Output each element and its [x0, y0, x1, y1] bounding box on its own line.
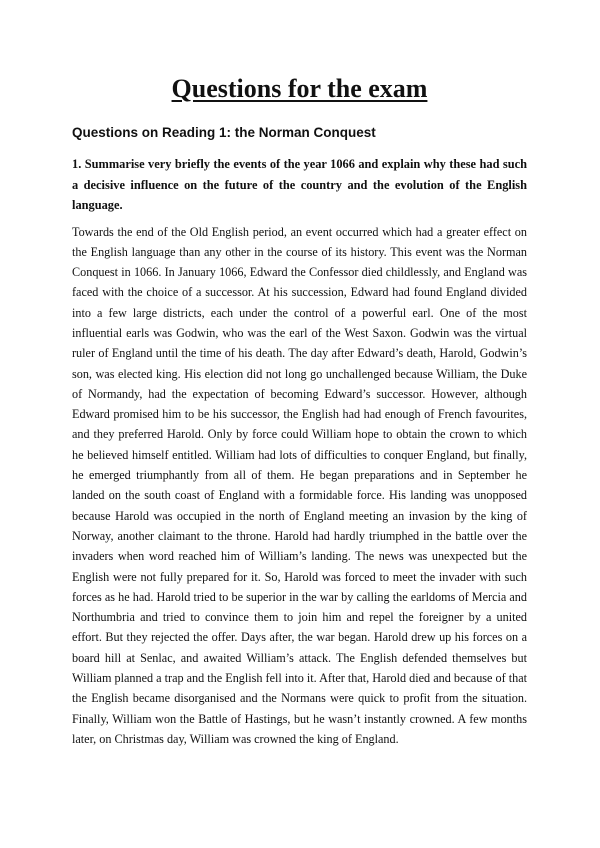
answer-1: Towards the end of the Old English period, an event occurred which had a greater effect on the English language than any other in the course of its history. This event was the Norman Conquest in 1066. In January 1066, Edward the Confessor died childlessly, and England was faced with the choice of a successor. At his succession, Edward had found England divided into a few large districts, each under the control of a powerful earl. One of the most influential earls was Godwin, who was the earl of the West Saxon. Godwin was the virtual ruler of England until the time of his death. The day after Edward’s death, Harold, Godwin’s son, was elected king. His election did not long go unchallenged because William, the Duke of Normandy, had the expectation of becoming Edward’s successor. However, although Edward promised him to be his successor, the English had had enough of French favourites, and they preferred Harold. Only by force could William hope to obtain the crown to which he believed himself entitled. William had lots of difficulties to conquer England, but finally, he emerged triumphantly from all of them. He began preparations and in September he landed on the south coast of England with a formidable force. His landing was unopposed because Harold was occupied in the north of England meeting an invasion by the king of Norway, another claimant to the throne. Harold had hardly triumphed in the battle over the invaders when word reached him of William’s landing. The news was unexpected but the English were not fully prepared for it. So, Harold was forced to meet the invader with such forces as he had. Harold tried to be superior in the war by calling the earldoms of Mercia and Northumbria and tried to convince them to join him and repel the foreigner by a united effort. But they rejected the offer. Days after, the war began. Harold drew up his forces on a board hill at Senlac, and awaited William’s attack. The English defended themselves but William planned a trap and the English fell into it. After that, Harold died and because of that the English became disorganised and the Normans were quick to profit from the situation. Finally, William won the Battle of Hastings, but he wasn’t instantly crowned. A few months later, on Christmas day, William was crowned the king of England.	[72, 224, 527, 746]
question-1: 1. Summarise very briefly the events of the year 1066 and explain why these had such a decisive influence on the future of the country and the evolution of the English language.	[72, 157, 527, 212]
document-title: Questions for the exam	[171, 74, 428, 103]
document-page	[72, 72, 527, 749]
section-heading: Questions on Reading 1: the Norman Conquest	[72, 125, 376, 140]
